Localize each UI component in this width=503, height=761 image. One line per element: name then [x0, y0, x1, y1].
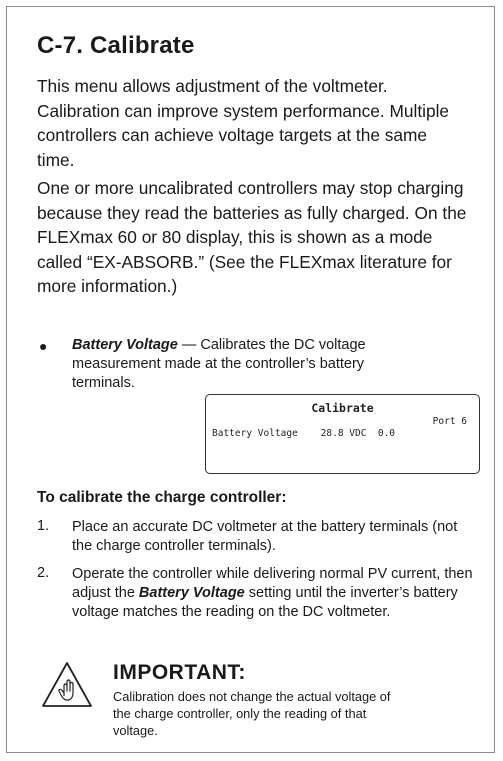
- procedure-heading: To calibrate the charge controller:: [37, 489, 287, 506]
- step-text-after: setting until the inverter’s battery voltage matches the reading on the DC voltmeter.: [72, 585, 458, 620]
- step-text-before: Operate the controller while delivering normal PV current, then adjust the: [72, 566, 473, 601]
- bullet-description: — Calibrates the DC voltage measurement made at the controller’s battery terminals.: [72, 337, 366, 391]
- bullet-term: Battery Voltage: [72, 337, 178, 353]
- lcd-screen: [205, 394, 480, 474]
- warning-hand-icon: [40, 660, 94, 710]
- section-title: C-7. Calibrate: [37, 32, 195, 59]
- intro-paragraph: This menu allows adjustment of the voltmeter. Calibration can improve system performance. Multiple controllers can achieve voltage targets at the same time.: [37, 76, 450, 170]
- step-term: Battery Voltage: [138, 585, 245, 601]
- lcd-battery-voltage-row: Battery Voltage 28.8 VDC 0.0: [212, 428, 396, 439]
- step-number: 1.: [37, 518, 50, 534]
- bullet-marker: ●: [39, 338, 48, 354]
- lcd-port: Port 6: [432, 416, 467, 427]
- important-text: Calibration does not change the actual voltage of the charge controller, only the reading of that voltage.: [113, 689, 391, 738]
- step-text: Place an accurate DC voltmeter at the battery terminals (not the charge controller terminals).: [72, 519, 458, 554]
- lcd-title: Calibrate: [311, 401, 374, 415]
- step-text: [72, 565, 477, 622]
- bullet-battery-voltage: [72, 336, 422, 393]
- step-number: 2.: [37, 565, 50, 581]
- explanation-paragraph: One or more uncalibrated controllers may stop charging because they read the batteries as fully charged. On the FLEXmax 60 or 80 display, this is shown as a mode called “EX-ABSORB.” (See the FLEXmax literature for more information.): [37, 178, 467, 296]
- important-heading: IMPORTANT:: [113, 661, 246, 684]
